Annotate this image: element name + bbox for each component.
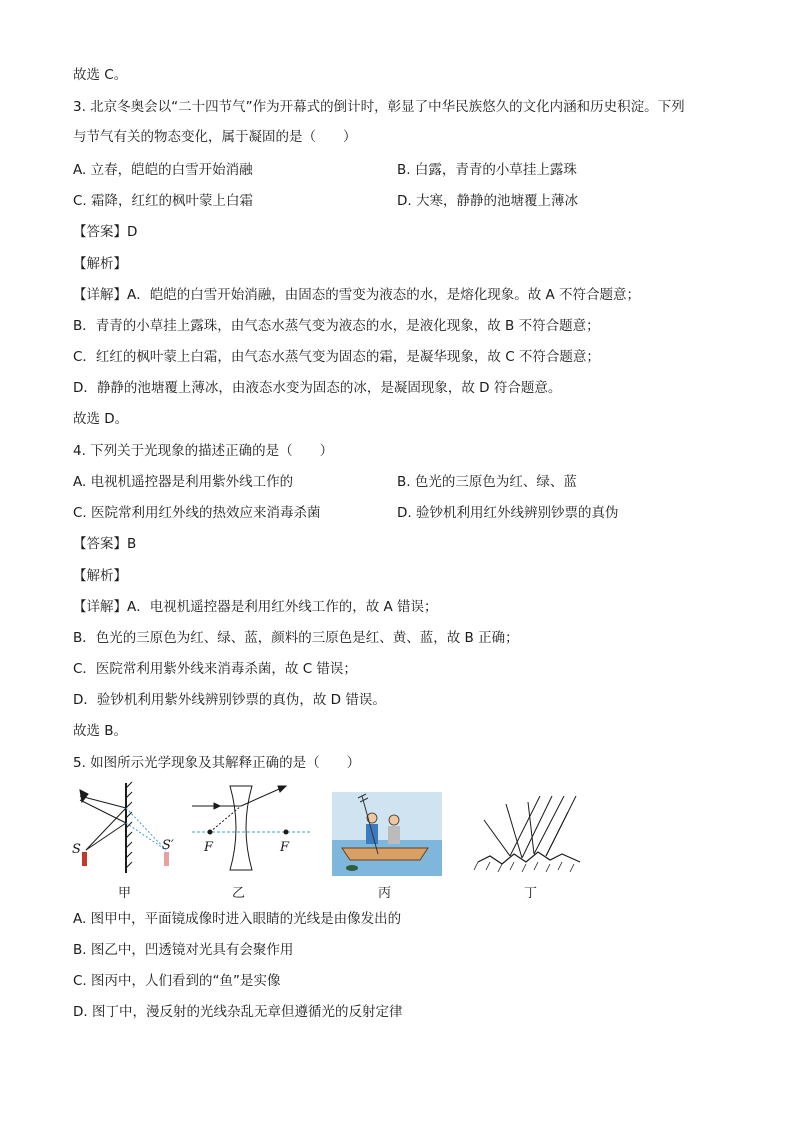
q3-option-c: C. 霜降，红红的枫叶蒙上白霜: [73, 193, 254, 209]
q4-option-a: A. 电视机遥控器是利用紫外线工作的: [73, 474, 294, 490]
label-s-prime: S′: [162, 838, 174, 853]
q4-detail-4: D．验钞机利用紫外线辨别钞票的真伪，故 D 错误。: [73, 692, 386, 708]
question-5-stem: 5. 如图所示光学现象及其解释正确的是（ ）: [73, 755, 361, 771]
q4-analysis-heading: 【解析】: [73, 568, 127, 584]
q5-option-b: B. 图乙中，凹透镜对光具有会聚作用: [73, 942, 294, 958]
q4-answer: 【答案】B: [73, 536, 137, 552]
q4-option-b: B. 色光的三原色为红、绿、蓝: [397, 474, 577, 490]
label-f-right: F: [280, 840, 290, 855]
q3-conclusion: 故选 D。: [73, 411, 129, 427]
label-s: S: [72, 842, 81, 857]
figure-ding-diffuse-reflection: [470, 792, 590, 876]
label-f-left: F: [204, 840, 214, 855]
q5-option-c: C. 图丙中，人们看到的“鱼”是实像: [73, 973, 281, 989]
q3-detail-2: B．青青的小草挂上露珠，由气态水蒸气变为液态的水，是液化现象，故 B 不符合题意；: [73, 318, 600, 334]
figure-yi-concave-lens: [190, 778, 312, 878]
q3-detail-1: 【详解】A．皑皑的白雪开始消融，由固态的雪变为液态的水，是熔化现象。故 A 不符合题意；: [73, 287, 641, 303]
q4-option-c: C. 医院常利用红外线的热效应来消毒杀菌: [73, 505, 321, 521]
q5-option-d: D. 图丁中，漫反射的光线杂乱无章但遵循光的反射定律: [73, 1004, 403, 1020]
caption-bing: 丙: [378, 886, 392, 901]
q3-detail-4: D．静静的池塘覆上薄冰，由液态水变为固态的冰，是凝固现象，故 D 符合题意。: [73, 380, 562, 396]
q4-option-d: D. 验钞机利用红外线辨别钞票的真伪: [397, 505, 619, 521]
q3-detail-3: C．红红的枫叶蒙上白霜，由气态水蒸气变为固态的霜，是凝华现象，故 C 不符合题意；: [73, 349, 600, 365]
q5-option-a: A. 图甲中，平面镜成像时进入眼睛的光线是由像发出的: [73, 911, 402, 927]
caption-yi: 乙: [232, 886, 246, 901]
q3-answer: 【答案】D: [73, 224, 138, 240]
q4-detail-2: B．色光的三原色为红、绿、蓝，颜料的三原色是红、黄、蓝，故 B 正确；: [73, 630, 519, 646]
figure-bing-fishing-scene: [332, 792, 442, 876]
q3-analysis-heading: 【解析】: [73, 256, 127, 272]
question-4-stem: 4. 下列关于光现象的描述正确的是（ ）: [73, 443, 334, 459]
caption-ding: 丁: [524, 886, 538, 901]
q3-option-b: B. 白露，青青的小草挂上露珠: [397, 162, 577, 178]
text-line: 故选 C。: [73, 67, 128, 83]
figure-jia-plane-mirror: [66, 778, 186, 878]
q4-detail-3: C．医院常利用紫外线来消毒杀菌，故 C 错误；: [73, 661, 357, 677]
q4-detail-1: 【详解】A．电视机遥控器是利用红外线工作的，故 A 错误；: [73, 599, 438, 615]
question-3-stem-cont: 与节气有关的物态变化，属于凝固的是（ ）: [73, 129, 357, 145]
q5-figure-row: [66, 778, 606, 903]
caption-jia: 甲: [118, 886, 132, 901]
q3-option-a: A. 立春，皑皑的白雪开始消融: [73, 162, 253, 178]
q3-option-d: D. 大寒，静静的池塘覆上薄冰: [397, 193, 578, 209]
q4-conclusion: 故选 B。: [73, 723, 128, 739]
question-3-stem: 3. 北京冬奥会以“二十四节气”作为开幕式的倒计时，彰显了中华民族悠久的文化内涵和历史积淀。下列: [73, 99, 685, 115]
